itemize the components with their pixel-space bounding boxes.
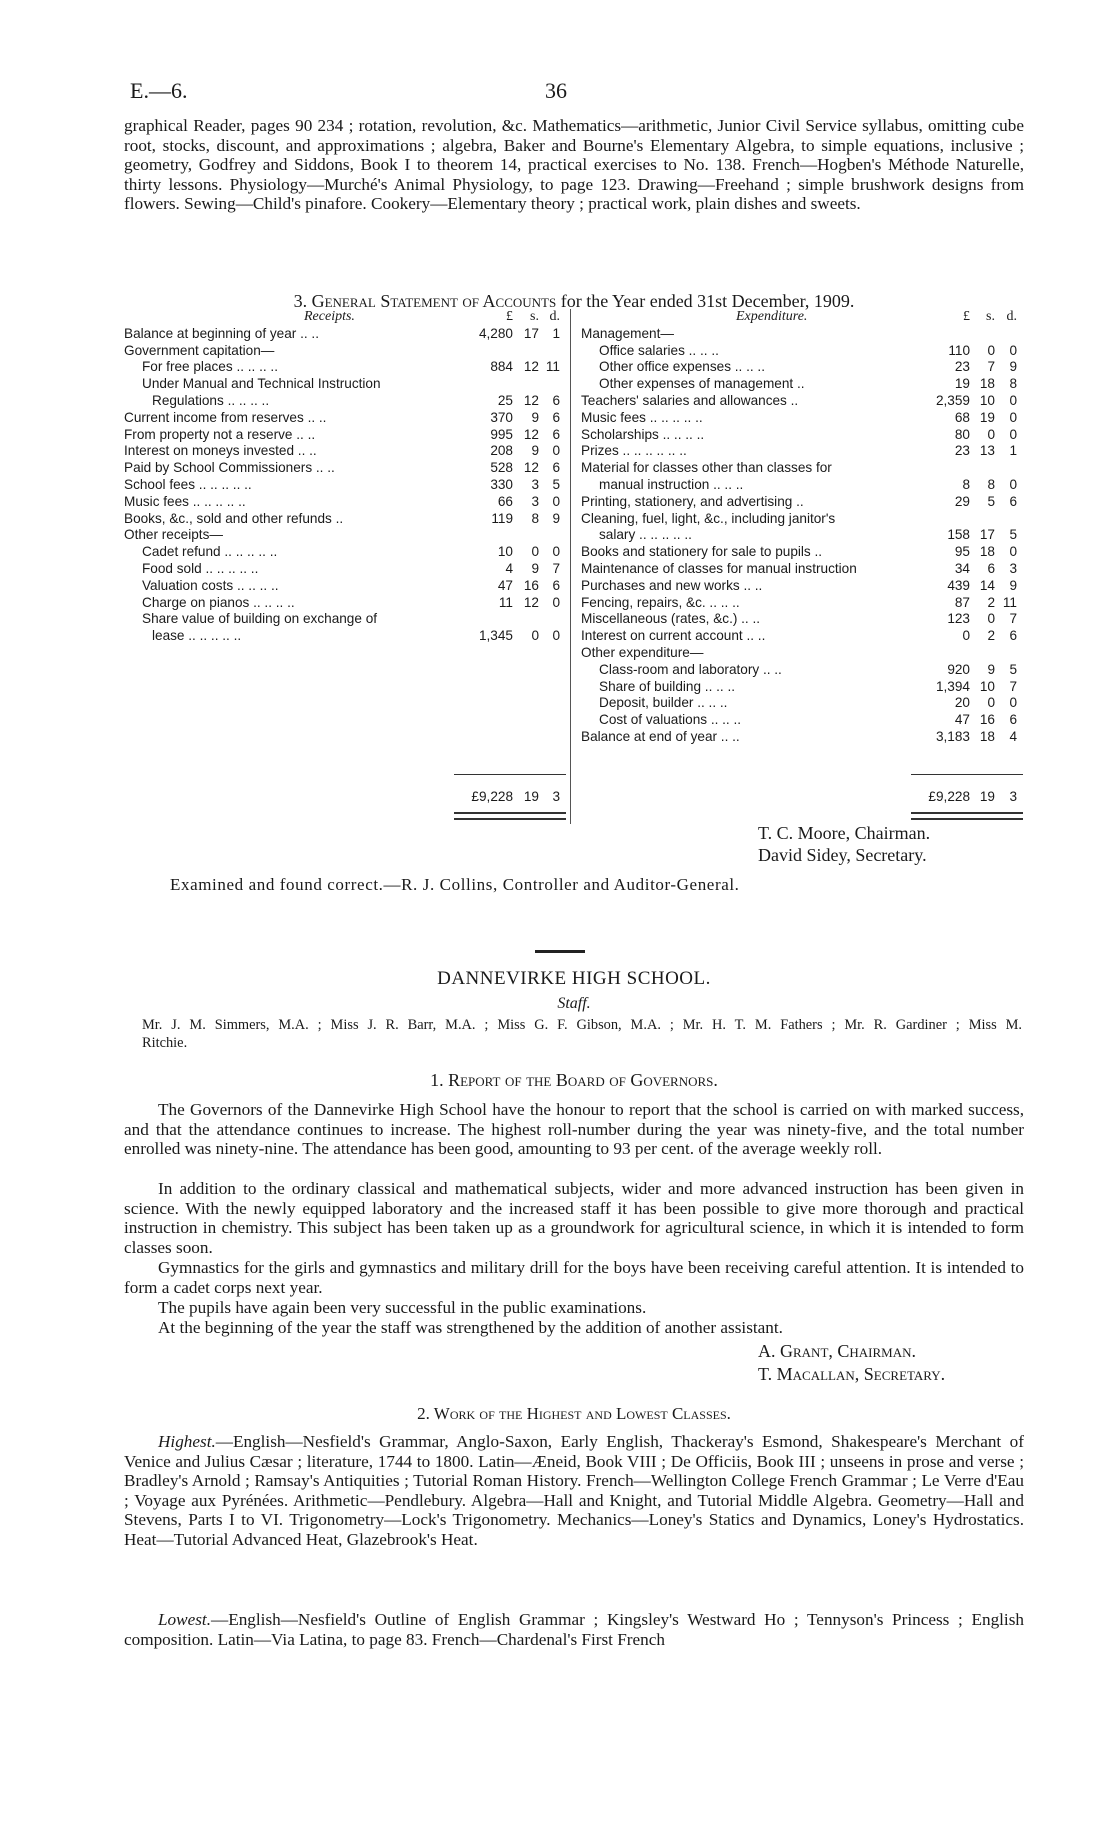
receipt-row-label: Balance at beginning of year .. .. [124,325,319,341]
receipt-row-label: School fees .. .. .. .. .. [124,476,252,492]
receipt-row [124,326,564,343]
section-divider [535,950,585,953]
receipt-row-pence: 11 [545,359,560,375]
receipt-row-shillings: 9 [531,409,539,425]
expenditure-row [581,443,1036,460]
expenditure-row-shillings: 16 [979,712,995,728]
expenditure-row-pounds: 920 [947,661,970,677]
receipt-row-label: Books, &c., sold and other refunds .. [124,510,344,526]
expenditure-row-pounds: 29 [954,493,970,509]
receipt-row-shillings: 12 [523,392,539,408]
receipt-row [124,343,564,360]
receipt-row-pence: 0 [552,443,560,459]
expenditure-row-pence: 9 [1009,359,1017,375]
receipt-row-pounds: 995 [490,426,513,442]
expenditure-row-label: Maintenance of classes for manual instruction [581,560,857,576]
receipt-row-label: Music fees .. .. .. .. .. [124,493,246,509]
expenditure-row-label: Miscellaneous (rates, &c.) .. .. [581,611,761,627]
expenditure-table [570,309,1036,824]
receipt-row [124,611,564,628]
expenditure-row-label: Cost of valuations .. .. .. [599,712,742,728]
receipt-row [124,427,564,444]
school-title: DANNEVIRKE HIGH SCHOOL. [437,968,711,989]
expenditure-row-shillings: 17 [979,527,995,543]
receipts-title: Receipts. [304,309,355,324]
expenditure-column-header [581,309,1036,326]
expenditure-row-label: Prizes .. .. .. .. .. .. [581,443,687,459]
expenditure-row-shillings: 7 [987,359,995,375]
expenditure-row [581,645,1036,662]
receipt-row [124,578,564,595]
accounts-chairman-signature: T. C. Moore, Chairman. [758,823,931,843]
receipt-row-shillings: 17 [523,325,539,341]
expenditure-row-pounds: 1,394 [935,678,970,694]
expenditure-row-pence: 6 [1009,712,1017,728]
shillings-header: s. [530,309,539,324]
receipt-row-shillings: 0 [531,544,539,560]
expenditure-row [581,712,1036,729]
receipt-row-pounds: 47 [497,577,513,593]
expenditure-row-pence: 3 [1009,560,1017,576]
receipts-total-double-rule [454,812,566,820]
receipt-row-pounds: 208 [490,443,513,459]
expenditure-row-pence: 1 [1009,443,1017,459]
expenditure-row-pence: 5 [1009,661,1017,677]
receipt-row-pounds: 25 [497,392,513,408]
board-secretary-signature: T. Macallan, Secretary. [758,1364,946,1384]
expenditure-row-pounds: 123 [947,611,970,627]
receipt-row-shillings: 12 [523,359,539,375]
receipt-row-label: Charge on pianos .. .. .. .. [142,594,295,610]
receipt-row-pence: 6 [552,460,560,476]
expenditure-row [581,544,1036,561]
expenditure-row-shillings: 5 [987,493,995,509]
receipt-row-pence: 1 [552,325,560,341]
receipt-row-pence: 6 [552,577,560,593]
expenditure-row-label: Printing, stationery, and advertising .. [581,493,804,509]
expenditure-row-label: Management— [581,325,674,341]
receipt-row [124,494,564,511]
expenditure-row-pence: 0 [1009,426,1017,442]
expenditure-row-pence: 5 [1009,527,1017,543]
expenditure-row-label: Other expenses of management .. [599,376,805,392]
expenditure-row-pounds: 2,359 [935,392,970,408]
expenditure-row-shillings: 2 [987,594,995,610]
receipt-row-pounds: 119 [491,510,513,526]
receipt-row [124,410,564,427]
receipt-row-label: lease .. .. .. .. .. [152,628,242,644]
receipt-row-pence: 6 [552,426,560,442]
receipt-row [124,628,564,645]
expenditure-row-pence: 6 [1009,493,1017,509]
receipt-row-pence: 6 [552,409,560,425]
receipt-row-pounds: 1,345 [478,628,513,644]
receipt-row [124,477,564,494]
accounts-heading-period: for the Year ended 31st December, 1909. [556,291,855,311]
expenditure-row [581,511,1036,528]
receipt-row-shillings: 9 [531,560,539,576]
receipt-row [124,359,564,376]
intro-paragraph: graphical Reader, pages 90 234 ; rotation, revolution, &c. Mathematics—arithmetic, Junior Civil Service syllabus, omitting cube root, stocks, discount, and approximations ; algebra, Baker and Bourne's Elementary Algebra, to simple equations, inclusive ; geometry, Godfrey and Siddons, Book I to theorem 14, practical exercises to No. 138. French—Hogben's Méthode Naturelle, thirty lessons. Physiology—Murché's Animal Physiology, to page 123. Drawing—Freehand ; simple brushwork designs from flowers. Sewing—Child's pinafore. Cookery—Elementary theory ; practical work, plain dishes and sweets. [124,116,1024,214]
accounts-heading-title: 3. General Statement of Accounts [293,291,557,311]
expenditure-total-row [581,789,1026,806]
staff-heading: Staff. [557,995,591,1012]
expenditure-row-label: Teachers' salaries and allowances .. [581,392,799,408]
receipt-row [124,443,564,460]
expenditure-row-pence: 8 [1009,376,1017,392]
receipt-row-label: Valuation costs .. .. .. .. [142,577,279,593]
expenditure-row-pounds: 68 [954,409,970,425]
expenditure-row-label: Share of building .. .. .. [599,678,736,694]
receipt-row-pence: 7 [552,560,560,576]
expenditure-row-pence: 0 [1009,476,1017,492]
expenditure-row-label: Other office expenses .. .. .. [599,359,765,375]
expenditure-row [581,729,1036,746]
receipt-row-label: For free places .. .. .. .. [142,359,278,375]
expenditure-row-label: Music fees .. .. .. .. .. [581,409,703,425]
expenditure-row-pence: 9 [1009,577,1017,593]
expenditure-row-pounds: 439 [947,577,970,593]
receipt-row-shillings: 16 [523,577,539,593]
expenditure-row-label: Fencing, repairs, &c. .. .. .. [581,594,740,610]
receipt-row-pounds: 11 [498,594,513,610]
expenditure-row-pence: 0 [1009,544,1017,560]
expenditure-row-shillings: 10 [979,678,995,694]
receipt-row [124,527,564,544]
expenditure-row [581,326,1036,343]
expenditure-row-pence: 0 [1009,695,1017,711]
expenditure-sum-rule [911,774,1023,775]
receipt-row-pence: 6 [552,392,560,408]
expenditure-row [581,695,1036,712]
expenditure-total-pence: 3 [1009,789,1017,804]
expenditure-row-pounds: 95 [954,544,970,560]
receipt-row [124,511,564,528]
board-paragraph: At the beginning of the year the staff was strengthened by the addition of another assistant. [158,1318,783,1337]
receipt-row-label: Regulations .. .. .. .. [152,392,270,408]
receipt-row-pence: 5 [552,476,560,492]
work-classes-heading: 2. Work of the Highest and Lowest Classes. [417,1404,731,1423]
expenditure-row-shillings: 10 [979,392,995,408]
pence-header: d. [1006,309,1017,324]
receipt-row-shillings: 12 [523,594,539,610]
receipt-row-pounds: 10 [497,544,513,560]
lowest-class-paragraph [124,1610,1024,1649]
expenditure-row-shillings: 0 [987,611,995,627]
expenditure-row-shillings: 2 [987,628,995,644]
receipt-row-pounds: 528 [490,460,513,476]
expenditure-row-pounds: 20 [954,695,970,711]
receipts-total-pence: 3 [552,789,560,804]
expenditure-total-double-rule [911,812,1023,820]
highest-class-text: —English—Nesfield's Grammar, Anglo-Saxon, Early English, Thackeray's Esmond, Shakespeare's Merchant of Venice and Julius Cæsar ; literature, 1744 to 1800. Latin—Æneid, Book VIII ; De Officiis, Book III ; unseens in prose and verse ; Bradley's Arnold ; Ramsay's Antiquities ; Tutorial Roman History. French—Wellington College French Grammar ; Le Verre d'Eau ; Voyage aux Pyrénées. Arithmetic—Pendlebury. Algebra—Hall and Knight, and Tutorial Middle Algebra. Geometry—Hall and Stevens, Parts I to VI. Trigonometry—Lock's Trigonometry. Mechanics—Loney's Statics and Dynamics, Loney's Hydrostatics. Heat—Tutorial Advanced Heat, Glazebrook's Heat. [124,1432,1024,1549]
expenditure-row [581,460,1036,477]
receipt-row-label: From property not a reserve .. .. [124,426,316,442]
expenditure-row-shillings: 0 [987,695,995,711]
expenditure-row-pence: 7 [1009,678,1017,694]
expenditure-row [581,679,1036,696]
pence-header: d. [549,309,560,324]
receipt-row-pence: 9 [552,510,560,526]
expenditure-row-label: salary .. .. .. .. .. [599,527,692,543]
lowest-class-text: —English—Nesfield's Outline of English Grammar ; Kingsley's Westward Ho ; Tennyson's Princess ; English composition. Latin—Via Latina, to page 83. French—Chardenal's First French [124,1610,1024,1649]
receipt-row-pence: 0 [552,628,560,644]
expenditure-row-pounds: 8 [962,476,970,492]
lowest-label: Lowest. [158,1610,212,1629]
expenditure-row [581,578,1036,595]
receipt-row [124,544,564,561]
receipt-row-pounds: 4,280 [478,325,513,341]
expenditure-row [581,662,1036,679]
expenditure-row-pence: 0 [1009,342,1017,358]
expenditure-row-label: Books and stationery for sale to pupils .. [581,544,823,560]
receipt-row-pounds: 4 [505,560,513,576]
expenditure-row-pounds: 47 [954,712,970,728]
expenditure-row-pounds: 19 [954,376,970,392]
receipts-sum-rule [454,774,566,775]
highest-label: Highest. [158,1432,216,1451]
expenditure-row-pounds: 3,183 [935,728,970,744]
receipt-row-shillings: 8 [531,510,539,526]
receipt-row-label: Other receipts— [124,527,223,543]
expenditure-row-label: Purchases and new works .. .. [581,577,763,593]
receipt-row-pounds: 66 [497,493,513,509]
expenditure-row-label: Deposit, builder .. .. .. [599,695,728,711]
receipts-total-row [124,789,564,806]
staff-list: Mr. J. M. Simmers, M.A. ; Miss J. R. Barr, M.A. ; Miss G. F. Gibson, M.A. ; Mr. H. T. M. Fathers ; Mr. R. Gardiner ; Miss M. Ritchie. [142,1017,1022,1051]
receipts-total-shillings: 19 [523,789,539,804]
highest-class-paragraph [124,1432,1024,1550]
receipts-rows [124,326,564,645]
expenditure-row [581,393,1036,410]
receipt-row [124,376,564,393]
receipt-row-shillings: 3 [531,493,539,509]
expenditure-total-shillings: 19 [979,789,995,804]
expenditure-row-shillings: 0 [987,342,995,358]
expenditure-row [581,376,1036,393]
receipts-column-header [124,309,564,326]
expenditure-row-shillings: 0 [987,426,995,442]
expenditure-total-pounds: £9,228 [928,789,970,804]
receipt-row-pounds: 330 [490,476,513,492]
receipt-row-pounds: 884 [490,359,513,375]
receipt-row-label: Share value of building on exchange of [142,611,378,627]
expenditure-row-shillings: 19 [979,409,995,425]
expenditure-row-pounds: 23 [954,359,970,375]
series-code: E.—6. [130,78,188,103]
expenditure-row-pence: 0 [1009,392,1017,408]
receipts-total-pounds: £9,228 [471,789,513,804]
board-paragraph: The pupils have again been very successful in the public examinations. [158,1298,647,1317]
receipt-row-label: Current income from reserves .. .. [124,409,327,425]
shillings-header: s. [986,309,995,324]
expenditure-row [581,359,1036,376]
expenditure-title: Expenditure. [736,309,808,324]
receipt-row-pence: 0 [552,594,560,610]
receipt-row [124,595,564,612]
expenditure-row [581,628,1036,645]
expenditure-row [581,611,1036,628]
expenditure-row-pence: 4 [1009,728,1017,744]
board-paragraph: Gymnastics for the girls and gymnastics and military drill for the boys have been receiving careful attention. It is intended to form a cadet corps next year. [124,1258,1024,1297]
expenditure-row-shillings: 18 [979,544,995,560]
expenditure-row-label: Scholarships .. .. .. .. [581,426,705,442]
expenditure-row-shillings: 13 [979,443,995,459]
receipt-row-pence: 0 [552,544,560,560]
page-number: 36 [545,78,567,103]
board-chairman-signature: A. Grant, Chairman. [758,1341,917,1361]
expenditure-row [581,494,1036,511]
expenditure-row-label: Material for classes other than classes for [581,460,832,476]
receipt-row-label: Interest on moneys invested .. .. [124,443,317,459]
receipt-row-shillings: 12 [523,426,539,442]
expenditure-row-label: Cleaning, fuel, light, &c., including janitor's [581,510,836,526]
receipt-row-shillings: 3 [531,476,539,492]
expenditure-row-pounds: 80 [954,426,970,442]
expenditure-row-pence: 11 [1002,594,1017,610]
expenditure-row-pounds: 0 [962,628,970,644]
board-report-heading: 1. Report of the Board of Governors. [430,1070,718,1090]
expenditure-row-shillings: 8 [987,476,995,492]
expenditure-row [581,427,1036,444]
receipt-row-pounds: 370 [490,409,513,425]
expenditure-row-shillings: 9 [987,661,995,677]
receipt-row [124,561,564,578]
expenditure-row-shillings: 18 [979,728,995,744]
receipt-row-label: Cadet refund .. .. .. .. .. [142,544,278,560]
expenditure-row [581,410,1036,427]
expenditure-row-label: Other expenditure— [581,644,704,660]
expenditure-row-shillings: 18 [979,376,995,392]
expenditure-row [581,343,1036,360]
pounds-header: £ [506,309,513,324]
accounts-secretary-signature: David Sidey, Secretary. [758,845,927,865]
receipt-row-shillings: 12 [523,460,539,476]
expenditure-row-shillings: 14 [979,577,995,593]
receipt-row-shillings: 0 [531,628,539,644]
expenditure-row-label: Interest on current account .. .. [581,628,766,644]
expenditure-row [581,527,1036,544]
expenditure-row-label: Class-room and laboratory .. .. [599,661,782,677]
expenditure-row-pounds: 158 [947,527,970,543]
receipt-row-label: Food sold .. .. .. .. .. [142,560,259,576]
expenditure-row-pounds: 23 [954,443,970,459]
expenditure-row-pounds: 87 [954,594,970,610]
expenditure-row-shillings: 6 [987,560,995,576]
expenditure-row-pence: 7 [1009,611,1017,627]
expenditure-row [581,595,1036,612]
receipt-row-label: Paid by School Commissioners .. .. [124,460,335,476]
expenditure-row-pence: 0 [1009,409,1017,425]
receipt-row-label: Government capitation— [124,342,275,358]
expenditure-row [581,561,1036,578]
receipt-row [124,393,564,410]
expenditure-row-label: manual instruction .. .. .. [599,476,744,492]
expenditure-rows [581,326,1036,746]
receipts-table [124,309,564,804]
expenditure-row [581,477,1036,494]
board-paragraph: The Governors of the Dannevirke High School have the honour to report that the school is carried on with marked success, and that the attendance continues to increase. The highest roll-number during the year was ninety-five, and the total number enrolled was ninety-nine. The attendance has been good, amounting to 93 per cent. of the average weekly roll. [124,1100,1024,1159]
board-paragraph: In addition to the ordinary classical and mathematical subjects, wider and more advanced instruction has been given in science. With the newly equipped laboratory and the increased staff it has been possible to give more thorough and practical instruction in chemistry. This subject has been taken up as a groundwork for agricultural science, in which it is intended to form classes soon. [124,1179,1024,1257]
expenditure-row-label: Balance at end of year .. .. [581,728,740,744]
receipt-row [124,460,564,477]
receipt-row-pence: 0 [552,493,560,509]
receipt-row-shillings: 9 [531,443,539,459]
expenditure-row-pence: 6 [1009,628,1017,644]
expenditure-row-label: Office salaries .. .. .. [599,342,719,358]
pounds-header: £ [963,309,970,324]
auditor-statement: Examined and found correct.—R. J. Collins, Controller and Auditor-General. [170,875,740,894]
expenditure-row-pounds: 34 [954,560,970,576]
expenditure-row-pounds: 110 [948,342,970,358]
receipt-row-label: Under Manual and Technical Instruction [142,376,381,392]
